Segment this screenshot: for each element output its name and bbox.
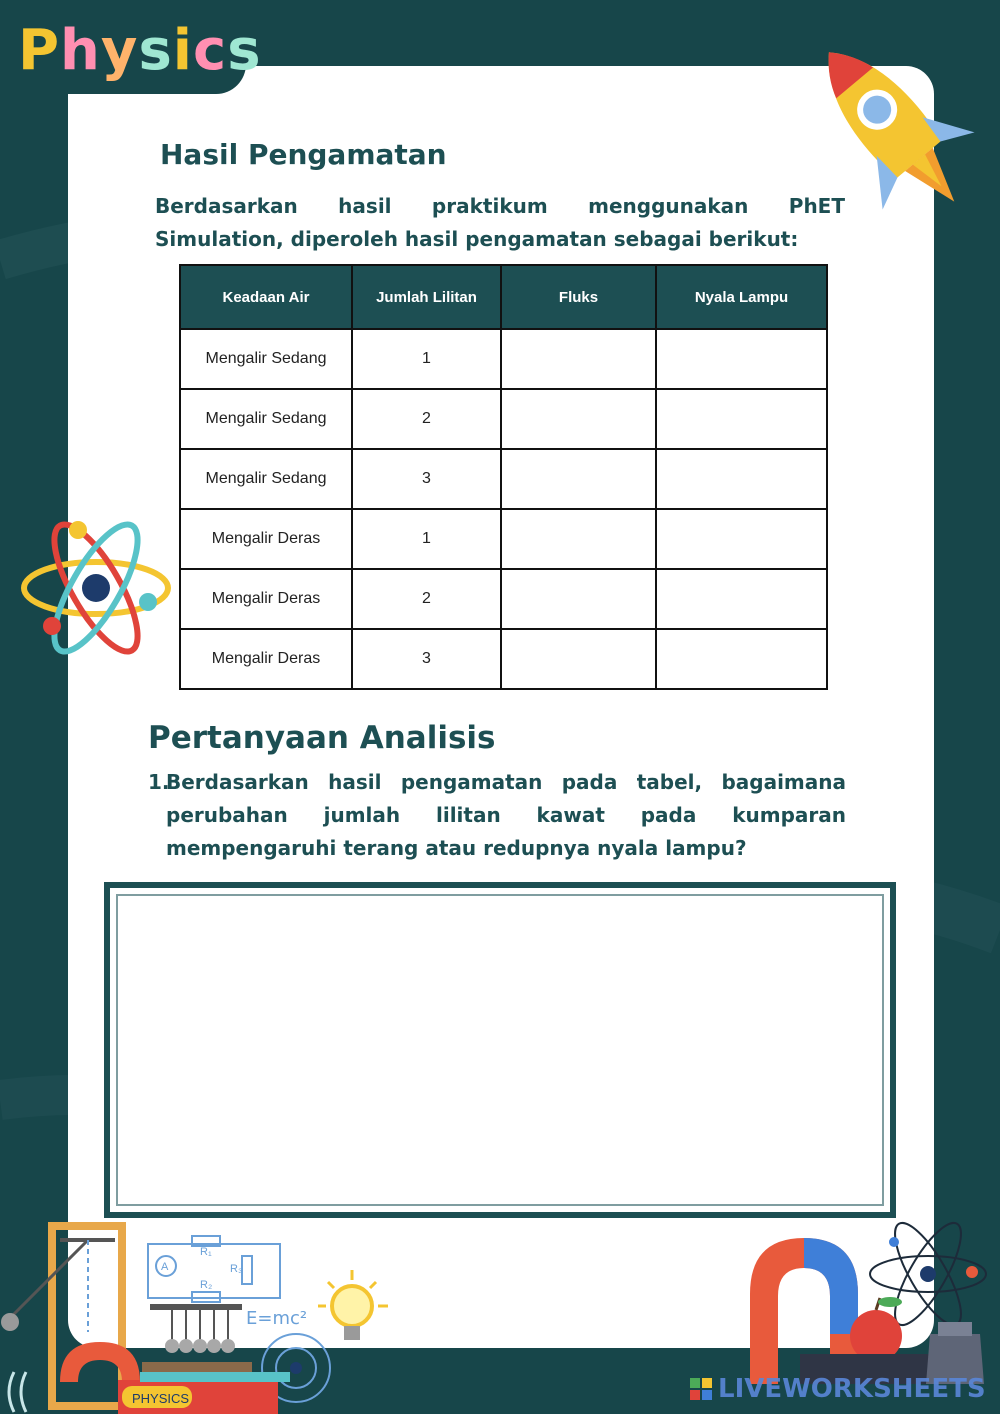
atom-icon (18, 518, 174, 658)
book-label: PHYSICS (132, 1391, 190, 1406)
flux-input-cell[interactable] (501, 629, 656, 689)
flux-input-cell[interactable] (501, 389, 656, 449)
flux-input-cell[interactable] (501, 449, 656, 509)
science-tools-illustration (0, 1222, 420, 1414)
observation-table (179, 264, 828, 690)
lamp-input-cell[interactable] (656, 569, 827, 629)
table-row (180, 389, 827, 449)
water-state-cell: Mengalir Deras (180, 509, 352, 569)
water-state-cell: Mengalir Deras (180, 629, 352, 689)
column-header: Nyala Lampu (656, 265, 827, 329)
table-header-row (180, 265, 827, 329)
circuit-label: R₂ (200, 1279, 213, 1291)
circuit-label: R₃ (230, 1263, 243, 1275)
observation-heading: Hasil Pengamatan (160, 138, 447, 171)
observation-intro: Berdasarkan hasil praktikum menggunakan PhET Simulation, diperoleh hasil pengamatan sebagai berikut: (155, 194, 845, 251)
magnet-and-apple-illustration (740, 1214, 1000, 1384)
winding-count-cell: 3 (352, 629, 501, 689)
lamp-input-cell[interactable] (656, 509, 827, 569)
lamp-input-cell[interactable] (656, 329, 827, 389)
water-state-cell: Mengalir Sedang (180, 449, 352, 509)
lamp-input-cell[interactable] (656, 629, 827, 689)
equation-label: E=mc² (246, 1308, 308, 1329)
circuit-label: R₁ (200, 1246, 212, 1258)
answer-textbox[interactable] (104, 882, 896, 1218)
analysis-question (148, 766, 846, 865)
water-state-cell: Mengalir Sedang (180, 389, 352, 449)
table-row (180, 509, 827, 569)
column-header: Keadaan Air (180, 265, 352, 329)
question-number: 1. (148, 770, 170, 794)
lamp-input-cell[interactable] (656, 449, 827, 509)
analysis-heading: Pertanyaan Analisis (148, 720, 496, 756)
table-row (180, 629, 827, 689)
liveworksheets-watermark (690, 1374, 986, 1404)
question-text: Berdasarkan hasil pengamatan pada tabel, bagaimana perubahan jumlah lilitan kawat pada kumparan mempengaruhi terang atau redupnya nyala lampu? (166, 770, 846, 860)
table-row (180, 449, 827, 509)
brand-text: LIVEWORKSHEETS (718, 1374, 986, 1404)
winding-count-cell: 1 (352, 509, 501, 569)
liveworksheets-logo-icon (690, 1378, 712, 1400)
flux-input-cell[interactable] (501, 569, 656, 629)
water-state-cell: Mengalir Sedang (180, 329, 352, 389)
winding-count-cell: 3 (352, 449, 501, 509)
physics-logo: Physics (12, 8, 252, 100)
circuit-label: A (161, 1261, 169, 1273)
flux-input-cell[interactable] (501, 329, 656, 389)
table-row (180, 569, 827, 629)
water-state-cell: Mengalir Deras (180, 569, 352, 629)
winding-count-cell: 2 (352, 389, 501, 449)
lamp-input-cell[interactable] (656, 389, 827, 449)
flux-input-cell[interactable] (501, 509, 656, 569)
winding-count-cell: 2 (352, 569, 501, 629)
winding-count-cell: 1 (352, 329, 501, 389)
column-header: Fluks (501, 265, 656, 329)
table-row (180, 329, 827, 389)
column-header: Jumlah Lilitan (352, 265, 501, 329)
